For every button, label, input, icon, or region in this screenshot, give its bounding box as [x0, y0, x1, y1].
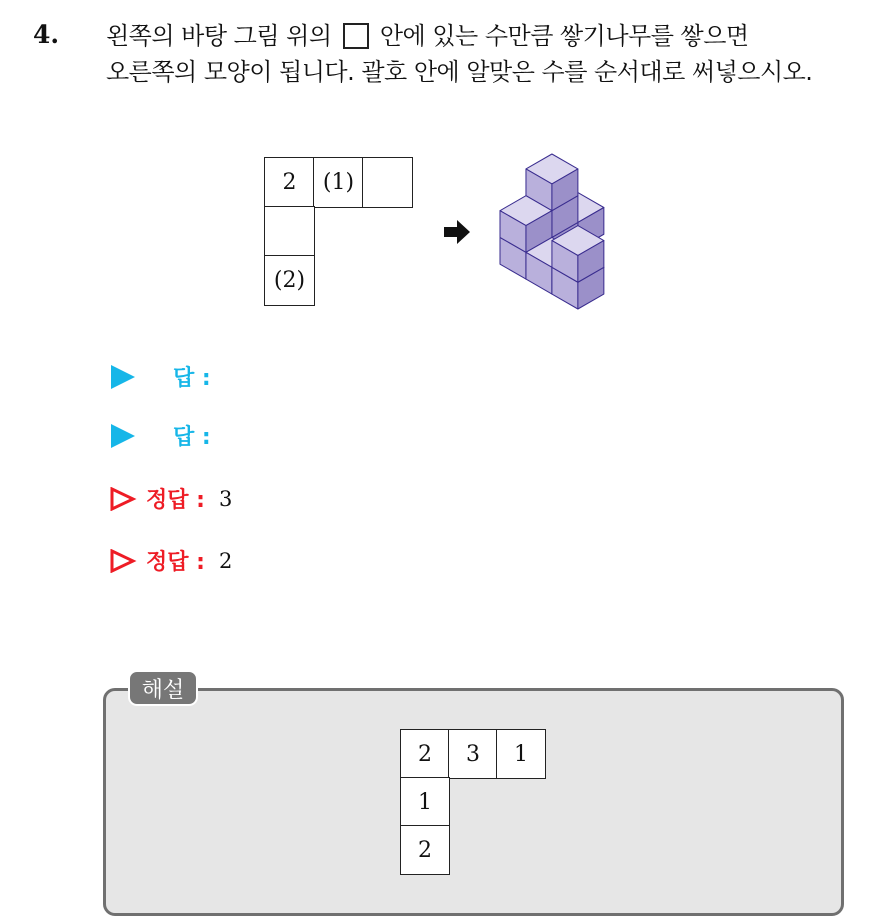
correct-answer-row-1	[108, 483, 232, 514]
answer-label: 답 :	[173, 425, 211, 450]
explanation-cell: 1	[400, 777, 450, 827]
correct-answer-value: 2	[218, 548, 233, 573]
answer-row-1	[108, 361, 211, 392]
correct-answer-row-2	[108, 545, 232, 576]
play-triangle-icon	[108, 365, 138, 389]
cube-stack	[500, 154, 604, 309]
base-cell: 2	[264, 157, 315, 208]
answer-row-2	[108, 420, 211, 451]
base-cell	[264, 206, 315, 257]
correct-answer-value: 3	[218, 486, 233, 511]
right-arrow-icon	[444, 220, 470, 244]
question-number: 4.	[33, 20, 60, 49]
outline-triangle-icon	[108, 487, 138, 511]
question-text-part2: 안에 있는 수만큼 쌓기나무를 쌓으면	[379, 22, 749, 50]
answer-label: 답 :	[173, 366, 211, 391]
explanation-cell: 3	[448, 729, 498, 779]
explanation-cell: 1	[496, 729, 546, 779]
outline-triangle-icon	[108, 549, 138, 573]
blank-box-symbol	[343, 23, 369, 49]
correct-answer-label: 정답 :	[146, 488, 205, 513]
play-triangle-icon	[108, 424, 138, 448]
question-text-line2: 오른쪽의 모양이 됩니다. 괄호 안에 알맞은 수를 순서대로 써넣으시오.	[106, 58, 813, 86]
base-cell	[362, 157, 413, 208]
explanation-tab: 해설	[128, 670, 198, 706]
stacked-cubes-figure	[495, 150, 705, 312]
question-text-part1: 왼쪽의 바탕 그림 위의	[106, 22, 332, 50]
explanation-cell: 2	[400, 729, 450, 779]
correct-answer-label: 정답 :	[146, 550, 205, 575]
base-cell: (1)	[313, 157, 364, 208]
question-text	[106, 18, 866, 90]
explanation-box	[103, 688, 844, 916]
base-cell: (2)	[264, 255, 315, 306]
explanation-cell: 2	[400, 825, 450, 875]
